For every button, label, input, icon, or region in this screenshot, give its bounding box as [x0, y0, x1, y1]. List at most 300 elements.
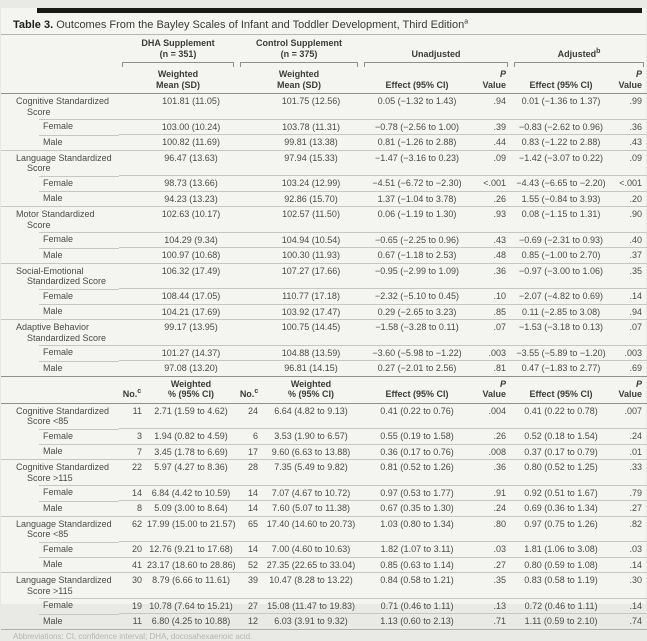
dha-n-cell: 22	[119, 460, 145, 486]
control-n-cell	[237, 94, 261, 120]
control-n-cell: 52	[237, 557, 261, 573]
control-n-cell	[237, 232, 261, 248]
subheader-line: Mean (SD)	[156, 79, 201, 90]
unadjusted-effect-cell: 0.05 (−1.32 to 1.43)	[361, 94, 473, 120]
adjusted-effect-cell: −0.83 (−2.62 to 0.96)	[511, 119, 611, 135]
no-label: No.	[122, 389, 138, 399]
dha-value-cell: 104.29 (9.34)	[145, 232, 237, 248]
row-label-cell	[1, 135, 119, 151]
adjusted-effect-cell: 0.01 (−1.36 to 1.37)	[511, 94, 611, 120]
no-label: No.	[239, 389, 255, 399]
midheader-dha-pct	[145, 376, 237, 403]
control-value-cell: 92.86 (15.70)	[261, 191, 361, 207]
control-value-cell: 104.88 (13.59)	[261, 345, 361, 361]
unadjusted-p-cell: .35	[473, 573, 511, 599]
table-row	[1, 573, 647, 599]
unadjusted-effect-cell: 0.41 (0.22 to 0.76)	[361, 403, 473, 429]
table-row	[1, 94, 647, 120]
dha-n-cell	[119, 361, 145, 377]
row-label: Female	[43, 121, 74, 131]
table-row	[1, 557, 647, 573]
subheader-line: % (95% CI)	[288, 389, 335, 399]
row-label-cell	[1, 207, 119, 233]
row-label: Language Standardized Score <85	[16, 518, 112, 539]
row-label-cell	[1, 304, 119, 320]
adjusted-p-cell: .003	[611, 345, 647, 361]
dha-n-cell	[119, 320, 145, 346]
midheader-unadjusted-p	[473, 376, 511, 403]
row-label: Cognitive Standardized Score <85	[16, 405, 110, 426]
row-label: Male	[43, 249, 63, 260]
row-label-cell	[1, 345, 119, 361]
unadjusted-p-cell: .94	[473, 94, 511, 120]
adjusted-p-cell: .30	[611, 573, 647, 599]
unadjusted-p-cell: .27	[473, 557, 511, 573]
dha-value-cell: 23.17 (18.60 to 28.86)	[145, 557, 237, 573]
group-header-control	[237, 35, 361, 61]
no-footnote-marker: c	[137, 388, 142, 395]
table-row	[1, 460, 647, 486]
adjusted-p-cell: .36	[611, 119, 647, 135]
subheader-line: % (95% CI)	[168, 389, 215, 399]
unadjusted-p-cell: .80	[473, 516, 511, 542]
table-title	[1, 17, 646, 35]
unadjusted-p-cell: .71	[473, 614, 511, 630]
unadjusted-p-cell: <.001	[473, 176, 511, 192]
row-label-cell	[1, 191, 119, 207]
unadjusted-effect-cell: −1.58 (−3.28 to 0.11)	[361, 320, 473, 346]
control-n-cell	[237, 119, 261, 135]
unadjusted-effect-cell: 0.97 (0.53 to 1.77)	[361, 485, 473, 501]
control-n-cell	[237, 191, 261, 207]
adjusted-p-cell: .79	[611, 485, 647, 501]
table-row	[1, 485, 647, 501]
table-row	[1, 304, 647, 320]
dha-n-cell	[119, 263, 145, 289]
dha-value-cell: 5.97 (4.27 to 8.36)	[145, 460, 237, 486]
midheader-spacer	[1, 376, 119, 403]
row-label: Male	[43, 362, 63, 373]
dha-value-cell: 106.32 (17.49)	[145, 263, 237, 289]
adjusted-p-cell: .94	[611, 304, 647, 320]
adjusted-p-cell: .01	[611, 444, 647, 460]
adjusted-effect-cell: 0.80 (0.59 to 1.08)	[511, 557, 611, 573]
p-value-word: Value	[482, 79, 507, 90]
adjusted-effect-cell: −3.55 (−5.89 to −1.20)	[511, 345, 611, 361]
p-italic: P	[500, 69, 507, 79]
adjusted-p-cell: .20	[611, 191, 647, 207]
unadjusted-effect-cell: 0.29 (−2.65 to 3.23)	[361, 304, 473, 320]
control-value-cell: 101.75 (12.56)	[261, 94, 361, 120]
row-label: Cognitive Standardized Score >115	[16, 462, 110, 483]
control-value-cell: 100.30 (11.93)	[261, 248, 361, 264]
adjusted-effect-cell: 0.97 (0.75 to 1.26)	[511, 516, 611, 542]
subheader-row	[1, 67, 647, 94]
dha-value-cell: 5.09 (3.00 to 8.64)	[145, 501, 237, 517]
control-value-cell: 6.03 (3.91 to 9.32)	[261, 614, 361, 630]
unadjusted-p-cell: .85	[473, 304, 511, 320]
dha-n-cell	[119, 232, 145, 248]
adjusted-effect-cell: 0.08 (−1.15 to 1.31)	[511, 207, 611, 233]
control-value-cell: 99.81 (13.38)	[261, 135, 361, 151]
adjusted-effect-cell: −1.53 (−3.18 to 0.13)	[511, 320, 611, 346]
adjusted-p-cell: .03	[611, 542, 647, 558]
row-label-cell	[1, 542, 119, 558]
table-row	[1, 542, 647, 558]
group-header-unadjusted	[361, 35, 511, 61]
row-label: Language Standardized Score	[16, 152, 112, 173]
row-label-cell	[1, 248, 119, 264]
row-label: Female	[43, 177, 74, 188]
dha-value-cell: 6.80 (4.25 to 10.88)	[145, 614, 237, 630]
adjusted-p-cell: .07	[611, 320, 647, 346]
adjusted-p-cell: .74	[611, 614, 647, 630]
row-label-cell	[1, 361, 119, 377]
dha-n-cell: 62	[119, 516, 145, 542]
dha-n-cell: 8	[119, 501, 145, 517]
adjusted-effect-cell: −2.07 (−4.82 to 0.69)	[511, 289, 611, 305]
table-title-text: Outcomes From the Bayley Scales of Infant and Toddler Development, Third Edition	[53, 19, 465, 31]
control-value-cell: 27.35 (22.65 to 33.04)	[261, 557, 361, 573]
row-label-cell	[1, 573, 119, 599]
dha-n-cell	[119, 248, 145, 264]
unadjusted-p-cell: .81	[473, 361, 511, 377]
adjusted-p-cell: .14	[611, 289, 647, 305]
adjusted-effect-cell: 0.85 (−1.00 to 2.70)	[511, 248, 611, 264]
row-label-cell	[1, 444, 119, 460]
unadjusted-effect-cell: 0.85 (0.63 to 1.14)	[361, 557, 473, 573]
subheader-line: Weighted	[290, 378, 332, 389]
dha-n-cell	[119, 119, 145, 135]
control-value-cell: 17.40 (14.60 to 20.73)	[261, 516, 361, 542]
group-label: Adjusted	[557, 48, 597, 59]
adjusted-p-cell: .40	[611, 232, 647, 248]
p-value-word: Value	[618, 79, 643, 90]
adjusted-p-cell: .99	[611, 94, 647, 120]
dha-value-cell: 6.84 (4.42 to 10.59)	[145, 485, 237, 501]
control-value-cell: 7.07 (4.67 to 10.72)	[261, 485, 361, 501]
unadjusted-effect-cell: 0.06 (−1.19 to 1.30)	[361, 207, 473, 233]
adjusted-p-cell: .43	[611, 135, 647, 151]
adjusted-p-cell: .35	[611, 263, 647, 289]
subheader-line: Weighted	[170, 378, 212, 389]
control-n-cell	[237, 207, 261, 233]
row-label: Cognitive Standardized Score	[16, 96, 110, 117]
control-n-cell: 14	[237, 501, 261, 517]
dha-n-cell	[119, 94, 145, 120]
table-row	[1, 516, 647, 542]
dha-n-cell	[119, 304, 145, 320]
unadjusted-effect-cell: 0.81 (−1.26 to 2.88)	[361, 135, 473, 151]
adjusted-p-cell: <.001	[611, 176, 647, 192]
dha-value-cell: 10.78 (7.64 to 15.21)	[145, 598, 237, 614]
subheader-line: Weighted	[278, 69, 320, 79]
unadjusted-p-cell: .43	[473, 232, 511, 248]
mean-sd-section	[1, 94, 647, 377]
adjusted-effect-cell: 0.37 (0.17 to 0.79)	[511, 444, 611, 460]
control-value-cell: 102.57 (11.50)	[261, 207, 361, 233]
unadjusted-effect-cell: 0.36 (0.17 to 0.76)	[361, 444, 473, 460]
control-n-cell	[237, 320, 261, 346]
adjusted-effect-cell: −0.97 (−3.00 to 1.06)	[511, 263, 611, 289]
control-value-cell: 103.78 (11.31)	[261, 119, 361, 135]
adjusted-p-cell: .90	[611, 207, 647, 233]
dha-value-cell: 12.76 (9.21 to 17.68)	[145, 542, 237, 558]
midheader-unadjusted-effect: Effect (95% CI)	[361, 376, 473, 403]
dha-n-cell: 7	[119, 444, 145, 460]
group-header-adjusted	[511, 35, 647, 61]
dha-value-cell: 8.79 (6.66 to 11.61)	[145, 573, 237, 599]
subheader-adjusted-p	[611, 67, 647, 94]
row-label-cell	[1, 485, 119, 501]
control-n-cell	[237, 176, 261, 192]
adjusted-effect-cell: 1.81 (1.06 to 3.08)	[511, 542, 611, 558]
table-row	[1, 320, 647, 346]
no-footnote-marker: c	[254, 388, 259, 395]
row-label: Motor Standardized Score	[16, 209, 95, 230]
dha-value-cell: 100.97 (10.68)	[145, 248, 237, 264]
unadjusted-effect-cell: −2.32 (−5.10 to 0.45)	[361, 289, 473, 305]
dha-n-cell	[119, 207, 145, 233]
unadjusted-p-cell: .91	[473, 485, 511, 501]
dha-value-cell: 108.44 (17.05)	[145, 289, 237, 305]
unadjusted-p-cell: .48	[473, 248, 511, 264]
midheader-control-n	[237, 376, 261, 403]
row-label-cell	[1, 94, 119, 120]
unadjusted-effect-cell: −4.51 (−6.72 to −2.30)	[361, 176, 473, 192]
dha-n-cell: 30	[119, 573, 145, 599]
dha-value-cell: 96.47 (13.63)	[145, 150, 237, 176]
dha-n-cell: 41	[119, 557, 145, 573]
row-label-cell	[1, 119, 119, 135]
adjusted-effect-cell: 0.92 (0.51 to 1.67)	[511, 485, 611, 501]
dha-value-cell: 1.94 (0.82 to 4.59)	[145, 429, 237, 445]
dha-value-cell: 3.45 (1.78 to 6.69)	[145, 444, 237, 460]
dha-value-cell: 101.81 (11.05)	[145, 94, 237, 120]
dha-n-cell: 14	[119, 485, 145, 501]
control-value-cell: 103.92 (17.47)	[261, 304, 361, 320]
control-n-cell	[237, 150, 261, 176]
unadjusted-effect-cell: −0.65 (−2.25 to 0.96)	[361, 232, 473, 248]
table-row	[1, 176, 647, 192]
adjusted-p-cell: .33	[611, 460, 647, 486]
unadjusted-p-cell: .004	[473, 403, 511, 429]
control-n-cell: 12	[237, 614, 261, 630]
table-row	[1, 207, 647, 233]
control-value-cell: 96.81 (14.15)	[261, 361, 361, 377]
dha-n-cell	[119, 191, 145, 207]
table-row	[1, 232, 647, 248]
table-row	[1, 614, 647, 630]
table-row	[1, 598, 647, 614]
control-n-cell: 17	[237, 444, 261, 460]
group-header-spacer	[1, 35, 119, 61]
midheader-adjusted-effect: Effect (95% CI)	[511, 376, 611, 403]
table-row	[1, 119, 647, 135]
row-label: Female	[43, 234, 74, 244]
unadjusted-p-cell: .13	[473, 598, 511, 614]
subheader-control-weighted-mean	[237, 67, 361, 94]
dha-value-cell: 98.73 (13.66)	[145, 176, 237, 192]
control-value-cell: 7.00 (4.60 to 10.63)	[261, 542, 361, 558]
row-label: Female	[43, 600, 74, 610]
row-label: Male	[43, 446, 63, 456]
row-label: Language Standardized Score >115	[16, 575, 112, 596]
subheader-adjusted-effect: Effect (95% CI)	[511, 67, 611, 94]
row-label-cell	[1, 614, 119, 630]
dha-value-cell: 104.21 (17.69)	[145, 304, 237, 320]
subheader-line: Weighted	[157, 69, 199, 79]
row-label: Male	[43, 136, 63, 147]
adjusted-effect-cell: −1.42 (−3.07 to 0.22)	[511, 150, 611, 176]
row-label: Male	[43, 559, 63, 569]
dha-value-cell: 102.63 (10.17)	[145, 207, 237, 233]
control-n-cell	[237, 135, 261, 151]
group-n: (n = 351)	[159, 48, 197, 59]
control-n-cell: 65	[237, 516, 261, 542]
control-n-cell: 39	[237, 573, 261, 599]
group-header-dha	[119, 35, 237, 61]
group-label: Control Supplement	[256, 38, 343, 48]
control-n-cell	[237, 345, 261, 361]
adjusted-effect-cell: 0.52 (0.18 to 1.54)	[511, 429, 611, 445]
unadjusted-effect-cell: 1.13 (0.60 to 2.13)	[361, 614, 473, 630]
row-label: Male	[43, 615, 63, 626]
table-row	[1, 263, 647, 289]
table-top-rule	[37, 8, 642, 13]
control-n-cell: 27	[237, 598, 261, 614]
control-value-cell: 104.94 (10.54)	[261, 232, 361, 248]
row-label: Female	[43, 430, 74, 441]
dha-value-cell: 97.08 (13.20)	[145, 361, 237, 377]
adjusted-p-cell: .37	[611, 248, 647, 264]
adjusted-effect-cell: 0.83 (−1.22 to 2.88)	[511, 135, 611, 151]
control-value-cell: 110.77 (17.18)	[261, 289, 361, 305]
unadjusted-p-cell: .10	[473, 289, 511, 305]
row-label-cell	[1, 232, 119, 248]
row-label: Female	[43, 347, 74, 357]
unadjusted-p-cell: .09	[473, 150, 511, 176]
control-value-cell: 7.60 (5.07 to 11.38)	[261, 501, 361, 517]
subheader-unadjusted-effect: Effect (95% CI)	[361, 67, 473, 94]
adjusted-p-cell: .14	[611, 598, 647, 614]
unadjusted-p-cell: .24	[473, 501, 511, 517]
dha-value-cell: 99.17 (13.95)	[145, 320, 237, 346]
unadjusted-effect-cell: 1.03 (0.80 to 1.34)	[361, 516, 473, 542]
control-n-cell	[237, 248, 261, 264]
row-label-cell	[1, 598, 119, 614]
subheader-spacer	[1, 67, 119, 94]
table-title-footnote-marker: a	[464, 18, 469, 26]
row-label-cell	[1, 460, 119, 486]
control-value-cell: 107.27 (17.66)	[261, 263, 361, 289]
dha-n-cell: 11	[119, 403, 145, 429]
subheader-dha-weighted-mean	[119, 67, 237, 94]
row-label-cell	[1, 320, 119, 346]
unadjusted-effect-cell: 0.84 (0.58 to 1.21)	[361, 573, 473, 599]
dha-n-cell	[119, 176, 145, 192]
control-n-cell: 24	[237, 403, 261, 429]
table-row	[1, 135, 647, 151]
row-label-cell	[1, 403, 119, 429]
midheader-adjusted-p	[611, 376, 647, 403]
subheader-line: Mean (SD)	[277, 79, 322, 90]
control-value-cell: 6.64 (4.82 to 9.13)	[261, 403, 361, 429]
row-label: Male	[43, 502, 63, 513]
unadjusted-p-cell: .26	[473, 191, 511, 207]
table-row	[1, 191, 647, 207]
percentage-section	[1, 403, 647, 629]
row-label-cell	[1, 263, 119, 289]
adjusted-p-cell: .82	[611, 516, 647, 542]
control-value-cell: 10.47 (8.28 to 13.22)	[261, 573, 361, 599]
midheader-dha-n	[119, 376, 145, 403]
dha-value-cell: 101.27 (14.37)	[145, 345, 237, 361]
unadjusted-p-cell: .44	[473, 135, 511, 151]
control-n-cell: 6	[237, 429, 261, 445]
table-row	[1, 429, 647, 445]
control-n-cell	[237, 361, 261, 377]
adjusted-effect-cell: 0.80 (0.52 to 1.25)	[511, 460, 611, 486]
control-n-cell	[237, 263, 261, 289]
adjusted-effect-cell: 1.11 (0.59 to 2.10)	[511, 614, 611, 630]
dha-value-cell: 17.99 (15.00 to 21.57)	[145, 516, 237, 542]
dha-n-cell	[119, 345, 145, 361]
group-label: DHA Supplement	[141, 38, 215, 48]
adjusted-effect-cell: 0.47 (−1.83 to 2.77)	[511, 361, 611, 377]
row-label-cell	[1, 429, 119, 445]
unadjusted-effect-cell: 1.82 (1.07 to 3.11)	[361, 542, 473, 558]
adjusted-effect-cell: −4.43 (−6.65 to −2.20)	[511, 176, 611, 192]
control-n-cell: 28	[237, 460, 261, 486]
adjusted-effect-cell: 0.11 (−2.85 to 3.08)	[511, 304, 611, 320]
p-italic: P	[636, 378, 643, 389]
row-label: Adaptive Behavior Standardized Score	[16, 322, 107, 343]
dha-value-cell: 2.71 (1.59 to 4.62)	[145, 403, 237, 429]
dha-n-cell	[119, 150, 145, 176]
unadjusted-p-cell: .008	[473, 444, 511, 460]
unadjusted-effect-cell: 0.67 (0.35 to 1.30)	[361, 501, 473, 517]
table-row	[1, 289, 647, 305]
row-label: Male	[43, 193, 63, 203]
table-number: Table 3.	[13, 19, 54, 31]
adjusted-p-cell: .09	[611, 150, 647, 176]
control-n-cell	[237, 304, 261, 320]
row-label-cell	[1, 557, 119, 573]
unadjusted-effect-cell: 0.81 (0.52 to 1.26)	[361, 460, 473, 486]
journal-table-page	[0, 8, 646, 641]
table-row	[1, 248, 647, 264]
adjusted-p-cell: .69	[611, 361, 647, 377]
row-label-cell	[1, 176, 119, 192]
control-value-cell: 9.60 (6.63 to 13.88)	[261, 444, 361, 460]
unadjusted-p-cell: .26	[473, 429, 511, 445]
unadjusted-effect-cell: −0.95 (−2.99 to 1.09)	[361, 263, 473, 289]
dha-n-cell	[119, 289, 145, 305]
control-value-cell: 103.24 (12.99)	[261, 176, 361, 192]
control-value-cell: 15.08 (11.47 to 19.83)	[261, 598, 361, 614]
table-row	[1, 403, 647, 429]
outcomes-table	[1, 35, 647, 630]
table-row	[1, 361, 647, 377]
unadjusted-p-cell: .93	[473, 207, 511, 233]
dha-value-cell: 100.82 (11.69)	[145, 135, 237, 151]
p-value-word: Value	[618, 389, 643, 399]
row-label-cell	[1, 516, 119, 542]
adjusted-p-cell: .27	[611, 501, 647, 517]
dha-value-cell: 94.23 (13.23)	[145, 191, 237, 207]
row-label-cell	[1, 289, 119, 305]
